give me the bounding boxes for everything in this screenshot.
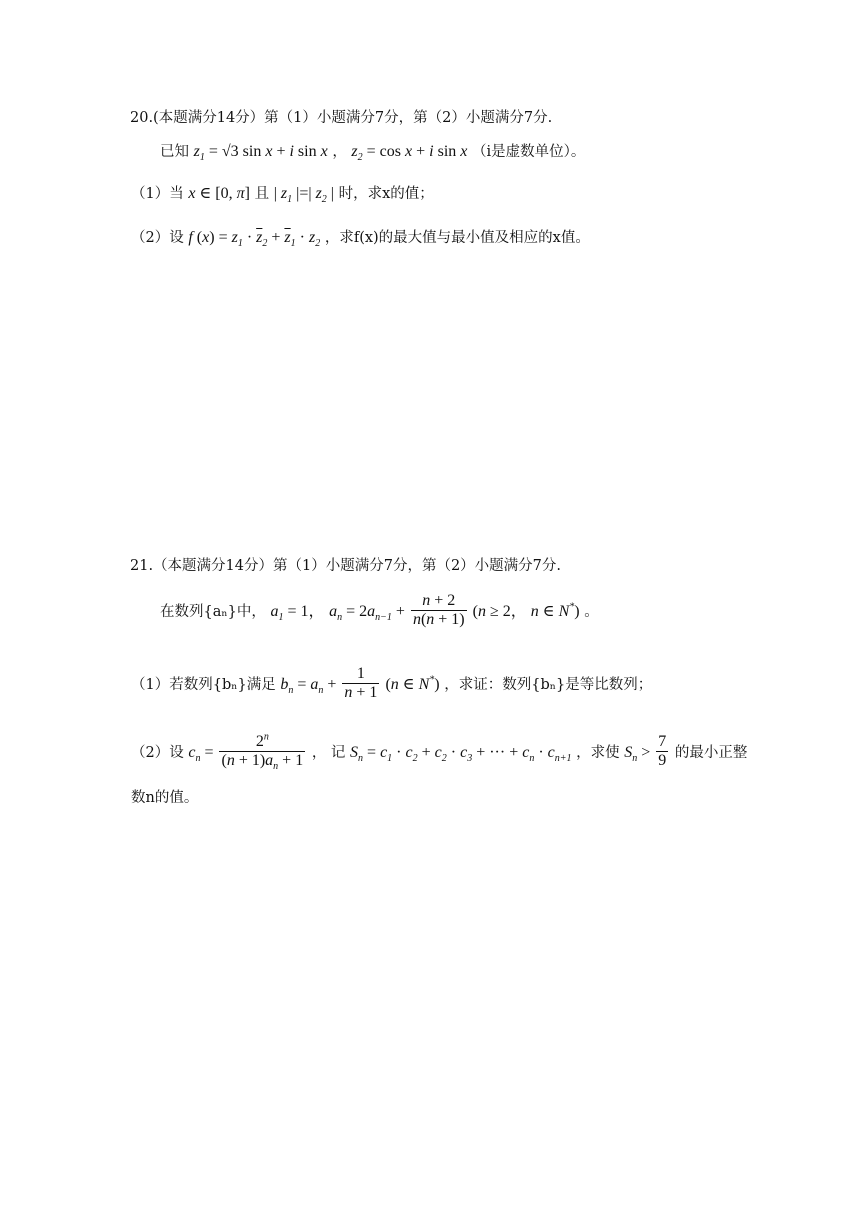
q21-inequality: $S_n$ > $\frac{7}{9}$ (624, 733, 667, 769)
q21-cn-formula: $c_n$ = $\frac{2^n}{(n + 1)a_n + 1}$ (188, 731, 304, 773)
q20-part1-mid: 且 (254, 186, 270, 202)
q21-part1 (131, 667, 652, 704)
q21-part1-label: （1）若数列{bₙ}满足 (131, 677, 276, 694)
q21-recurrence: $a_n = 2a_{n-1}$ + $\frac{n + 2}{n(n + 1)}$ (n ≥ 2， n ∈ N*) (329, 592, 580, 628)
q21-part1-formula: $b_n = a_n$ + $\frac{1}{n + 1}$ (n ∈ N*) (280, 665, 440, 701)
q20-z1-formula: $z_1 = √3$ sin x + i sin x (193, 143, 328, 164)
q21-sn-formula: $S_n = c_1 \cdot c_2 + c_2 \cdot c_3$ + ··· + $c_n \cdot c_{n+1}$ (350, 744, 572, 765)
q21-a1-formula: $a_1 = 1$， (270, 603, 325, 624)
q20-given-sep: ， (332, 144, 347, 160)
q21-part2-end: 的最小正整 (674, 745, 748, 762)
q20-part2-label: （2）设 (131, 230, 184, 246)
q21-part2-continuation: 数n的值。 (131, 790, 199, 806)
q21-recurrence-fraction: $\frac{n + 2}{n(n + 1)}$ (412, 592, 465, 628)
q21-given (160, 594, 599, 631)
q20-given-suffix: （i是虚数单位）。 (472, 144, 586, 160)
q20-part2-end: ，求f(x)的最大值与最小值及相应的x值。 (324, 230, 590, 246)
q21-inequality-fraction: $\frac{7}{9}$ (658, 733, 667, 769)
q20-part1-condition: | $z_1$ |=| $z_2$ | (273, 185, 334, 206)
q21-part2 (131, 731, 748, 773)
q21-cn-fraction: $\frac{2^n}{(n + 1)a_n + 1}$ (221, 731, 304, 773)
q20-part2 (131, 228, 590, 248)
q21-part2-mid: ， 记 (311, 745, 346, 762)
q20-header: 20.(本题满分14分）第（1）小题满分7分，第（2）小题满分7分. (130, 110, 553, 126)
q21-part2-label: （2）设 (131, 745, 184, 762)
q20-part1 (131, 184, 434, 204)
q20-part1-label: （1）当 (131, 186, 184, 202)
q20-given-prefix: 已知 (160, 144, 189, 160)
q20-part2-formula: f $(x) = z_1 \cdot \overline{z}_2 + \overline{z}_1 \cdot z_2$ (188, 229, 321, 250)
q21-header: 21.（本题满分14分）第（1）小题满分7分，第（2）小题满分7分. (130, 558, 562, 574)
q21-given-prefix: 在数列{aₙ}中， (160, 604, 266, 621)
q21-given-end: 。 (584, 604, 599, 621)
q21-part2-tail: ，求使 (576, 745, 620, 762)
q20-given (160, 142, 585, 162)
q20-part1-end: 时，求x的值； (338, 186, 434, 202)
q21-part1-end: ，求证：数列{bₙ}是等比数列； (444, 677, 653, 694)
q20-part1-domain: x ∈ [0, π] (188, 185, 250, 202)
q20-z2-formula: $z_2 = \cos x + i$ sin x (351, 143, 468, 164)
q21-part1-fraction: $\frac{1}{n + 1}$ (344, 665, 378, 701)
